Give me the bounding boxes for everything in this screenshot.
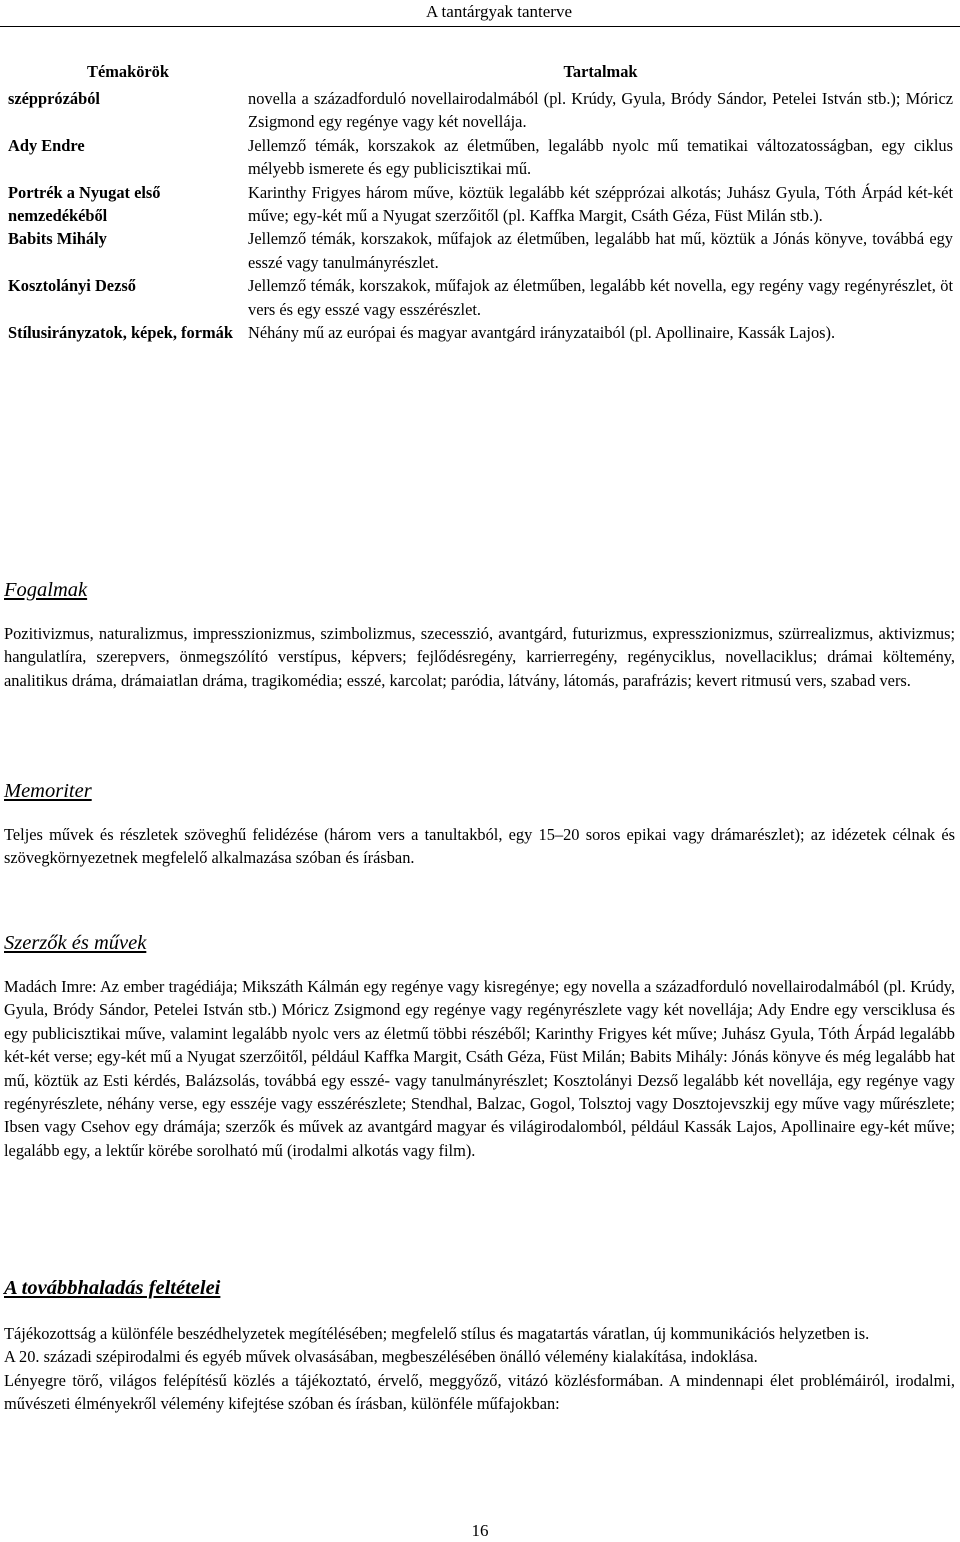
table-row <box>8 87 953 134</box>
section-heading: Fogalmak <box>4 579 88 601</box>
page-number: 16 <box>471 1521 489 1540</box>
topic-cell: Portrék a Nyugat első nemzedékéből <box>8 182 161 226</box>
column-header-content: Tartalmak <box>563 62 638 81</box>
section-heading: Memoriter <box>4 780 92 802</box>
topic-cell: Babits Mihály <box>8 229 107 249</box>
section-heading: A továbbhaladás feltételei <box>4 1277 221 1299</box>
section-memoriter <box>4 778 955 870</box>
section-szerzok-es-muvek <box>4 930 955 1162</box>
table-row <box>8 227 953 274</box>
column-header-topics: Témakörök <box>87 62 169 81</box>
section-heading: Szerzők és művek <box>4 932 147 954</box>
table-row <box>8 134 953 181</box>
topic-cell: Stílusirányzatok, képek, formák <box>8 323 233 343</box>
section-tovabbhaladas <box>4 1275 955 1416</box>
section-text: Teljes művek és részletek szöveghű felidézése (három vers a tanultakból, egy 15–20 soros epikai vagy drámarészlet); az idézetek célnak és szövegkörnyezetnek megfelelő alkalmazása szóban és írásban. <box>4 825 955 868</box>
section-text: Madách Imre: Az ember tragédiája; Mikszáth Kálmán egy regénye vagy kisregénye; egy novella a századforduló novellairodalmából (pl. Krúdy, Gyula, Bródy Sándor, Petelei István stb.) Móricz Zsigmond egy regénye vagy regényrészlete vagy két novellája; Ady Endre egy versciklusa és egy publicisztikai műve, valamint legalább nyolc vers az életmű többi részéből; Karinthy Frigyes két műve; Juhász Gyula, Tóth Árpád legalább két-két verse; egy-két mű a Nyugat szerzőitől, például Kaffka Margit, Csáth Géza, Füst Milán; Babits Mihály: Jónás könyve és még legalább hat mű, köztük az Esti kérdés, Balázsolás, továbbá egy esszé- vagy tanulmányrészlet; Kosztolányi Dezső legalább két novellája, egy regénye vagy regényrészlete, néhány verse, egy esszéje vagy esszérészlete; Stendhal, Balzac, Gogol, Tolsztoj vagy Dosztojevszkij egy műve vagy műrészlete; Ibsen vagy Csehov egy drámája; szerzők és művek az avantgárd magyar és világirodalomból, például Kassák Lajos, Apollinaire egy-két műve; legalább egy, a lektűr körébe sorolható mű (irodalmi alkotás vagy film). <box>4 977 955 1160</box>
section-paragraph: A 20. századi szépirodalmi és egyéb művek olvasásában, megbeszélésében önálló vélemény kialakítása, indoklása. <box>4 1347 758 1367</box>
page-header <box>0 0 960 27</box>
table-row <box>8 274 953 321</box>
section-paragraph: Lényegre törő, világos felépítésű közlés a tájékoztató, érvelő, meggyőző, vitázó közlésformában. A mindennapi élet problémáiról, irodalmi, művészeti élményekről vélemény kifejtése szóban és írásban, különféle műfajokban: <box>4 1370 955 1414</box>
header-title: A tantárgyak tanterve <box>425 2 572 21</box>
section-fogalmak <box>4 577 955 692</box>
curriculum-table <box>8 60 953 344</box>
topic-cell: szépprózából <box>8 89 100 108</box>
section-paragraph: Tájékozottság a különféle beszédhelyzetek megítélésében; megfelelő stílus és magatartás váratlan, új kommunikációs helyzetben is. <box>4 1324 870 1343</box>
content-cell: Jellemző témák, korszakok, műfajok az életműben, legalább hat mű, köztük a Jónás könyve, továbbá egy esszé vagy tanulmányrészlet. <box>248 229 953 272</box>
content-cell: Néhány mű az európai és magyar avantgárd irányzataiból (pl. Apollinaire, Kassák Lajos). <box>248 323 836 343</box>
content-cell: Karinthy Frigyes három műve, köztük legalább két szépprózai alkotás; Juhász Gyula, Tóth Árpád két-két műve; egy-két mű a Nyugat szerzőitől (pl. Kaffka Margit, Csáth Géza, Füst Milán stb.). <box>248 182 953 226</box>
topic-cell: Kosztolányi Dezső <box>8 276 136 296</box>
content-cell: Jellemző témák, korszakok, műfajok az életműben, legalább két novella, egy regény vagy regényrészlet, öt vers és egy esszé vagy esszérészlet. <box>248 276 953 319</box>
content-cell: novella a századforduló novellairodalmából (pl. Krúdy, Gyula, Bródy Sándor, Petelei István stb.); Móricz Zsigmond egy regénye vagy két novellája. <box>248 89 953 132</box>
table-row <box>8 181 953 228</box>
table-row <box>8 321 953 344</box>
topic-cell: Ady Endre <box>8 135 85 155</box>
section-text: Pozitivizmus, naturalizmus, impresszionizmus, szimbolizmus, szecesszió, avantgárd, futurizmus, expresszionizmus, szürrealizmus, aktivizmus; hangulatlíra, szerepvers, önmegszólító verstípus, képvers; fejlődésregény, karrierregény, regényciklus, novellaciklus; drámai költemény, analitikus dráma, drámaiatlan dráma, tragikomédia; esszé, karcolat; paródia, látvány, látomás, parafrázis; kevert ritmusú vers, szabad vers. <box>4 624 955 690</box>
content-cell: Jellemző témák, korszakok az életműben, legalább nyolc mű tematikai változatosságban, egy ciklus mélyebb ismerete és egy publicisztikai mű. <box>248 135 953 179</box>
